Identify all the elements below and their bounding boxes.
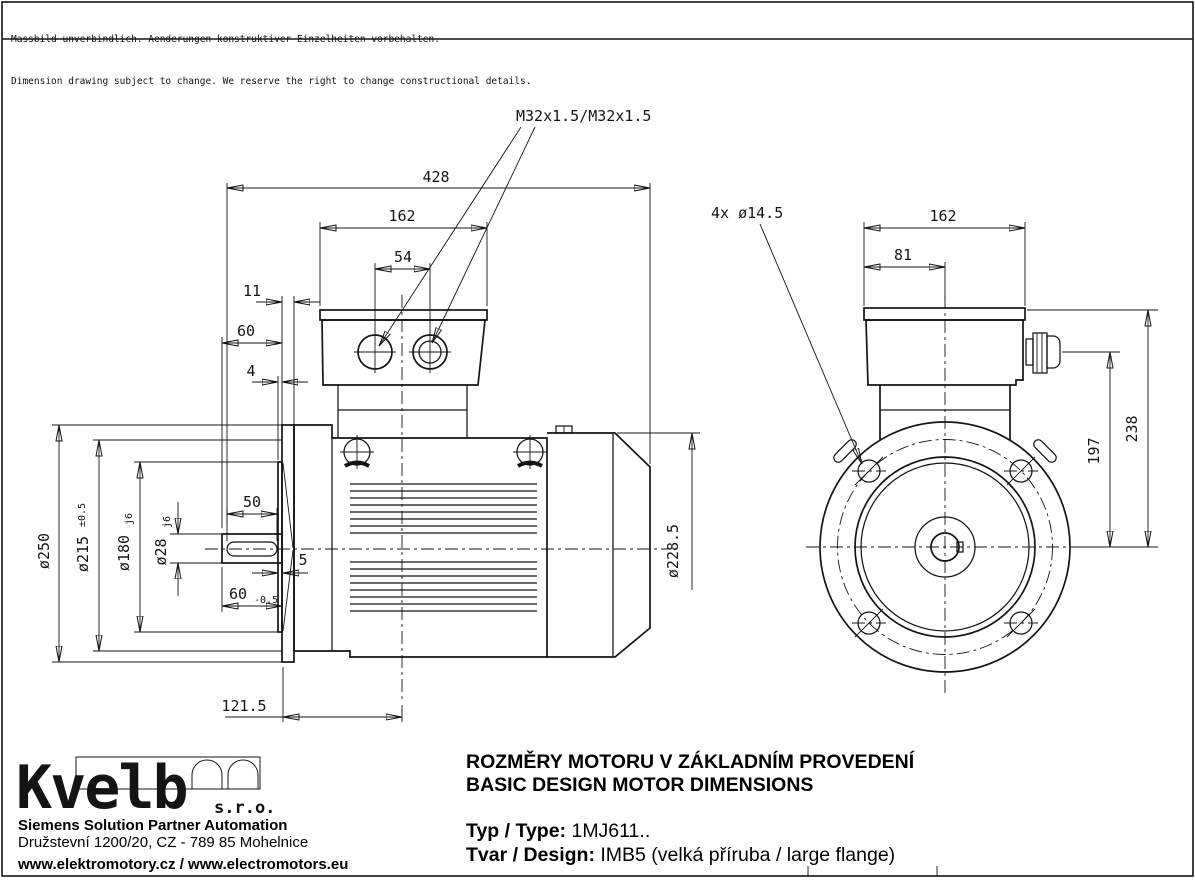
address-line: Družstevní 1200/20, CZ - 789 85 Mohelnice	[18, 834, 309, 851]
dim-box-offset: 81	[893, 246, 913, 264]
logo-arch-icon	[228, 760, 258, 789]
design-label: Tvar / Design:	[466, 844, 595, 866]
design-row	[466, 844, 895, 867]
dim-box-width-side: 162	[388, 207, 416, 225]
dim-shaft-length: 60	[228, 585, 248, 603]
type-label: Typ / Type:	[466, 820, 567, 842]
drawing-title-en: BASIC DESIGN MOTOR DIMENSIONS	[466, 774, 814, 796]
type-row	[466, 820, 650, 843]
dim-gland-spacing: 54	[393, 248, 413, 266]
logo-suffix: s.r.o.	[214, 798, 276, 818]
dim-flange-od: ø250	[35, 532, 53, 570]
disclaimer-line-de: Massbild unverbindlich. Aenderungen konstruktiver Einzelheiten vorbehalten.	[11, 34, 440, 45]
dim-shaft-fit: j6	[162, 515, 173, 529]
cable-gland-left-icon	[354, 331, 396, 373]
eyebolt-rear-icon	[513, 435, 547, 469]
motor-front-view	[806, 296, 1086, 695]
dim-cable-thread: M32x1.5/M32x1.5	[516, 107, 652, 125]
dim-shaft-length-tol: -0.5	[254, 595, 279, 606]
page-border	[2, 2, 1193, 876]
dim-spigot-height: 4	[246, 362, 256, 380]
motor-side-view	[205, 295, 668, 700]
front-view-dimensions	[711, 204, 1158, 547]
dim-bolt-circle-tol: ±0.5	[77, 502, 88, 528]
dim-box-width-front: 162	[929, 207, 957, 225]
logo-wordmark: Kvelb	[16, 753, 187, 823]
dim-flange-to-axis: 121.5	[221, 697, 267, 715]
dim-box-top-height: 238	[1123, 415, 1141, 443]
dim-hole-callout: 4x ø14.5	[711, 204, 784, 222]
type-value: 1MJ611..	[571, 820, 651, 842]
dim-spigot-dia: ø180	[115, 534, 133, 572]
eyebolt-front-icon	[340, 435, 374, 469]
dim-shaft-dia: ø28	[152, 538, 170, 566]
dim-shaft-extension: 60	[236, 322, 256, 340]
cable-gland-right-icon	[409, 331, 451, 373]
side-view-dimensions	[35, 107, 700, 722]
dim-fan-cover-dia: ø228.5	[664, 523, 682, 579]
kvelb-logo	[16, 753, 275, 823]
design-value: IMB5 (velká příruba / large flange)	[600, 844, 896, 866]
dim-spigot-fit: j6	[124, 512, 135, 526]
dim-shoulder-depth: 5	[298, 551, 308, 569]
dim-bolt-circle: ø215	[74, 535, 92, 573]
dim-key-length: 50	[242, 493, 262, 511]
website-line: www.elektromotory.cz / www.electromotors.eu	[18, 856, 349, 873]
partner-line: Siemens Solution Partner Automation	[18, 817, 288, 834]
disclaimer-line-en: Dimension drawing subject to change. We reserve the right to change constructional details.	[11, 76, 532, 87]
drawing-title-cz: ROZMĚRY MOTORU V ZÁKLADNÍM PROVEDENÍ	[466, 751, 915, 773]
logo-arch-icon	[192, 760, 222, 789]
dim-gland-axis-height: 197	[1085, 437, 1103, 465]
dim-flange-thickness: 11	[242, 282, 262, 300]
dim-total-length: 428	[422, 168, 450, 186]
cable-gland-side-icon	[1026, 333, 1060, 373]
